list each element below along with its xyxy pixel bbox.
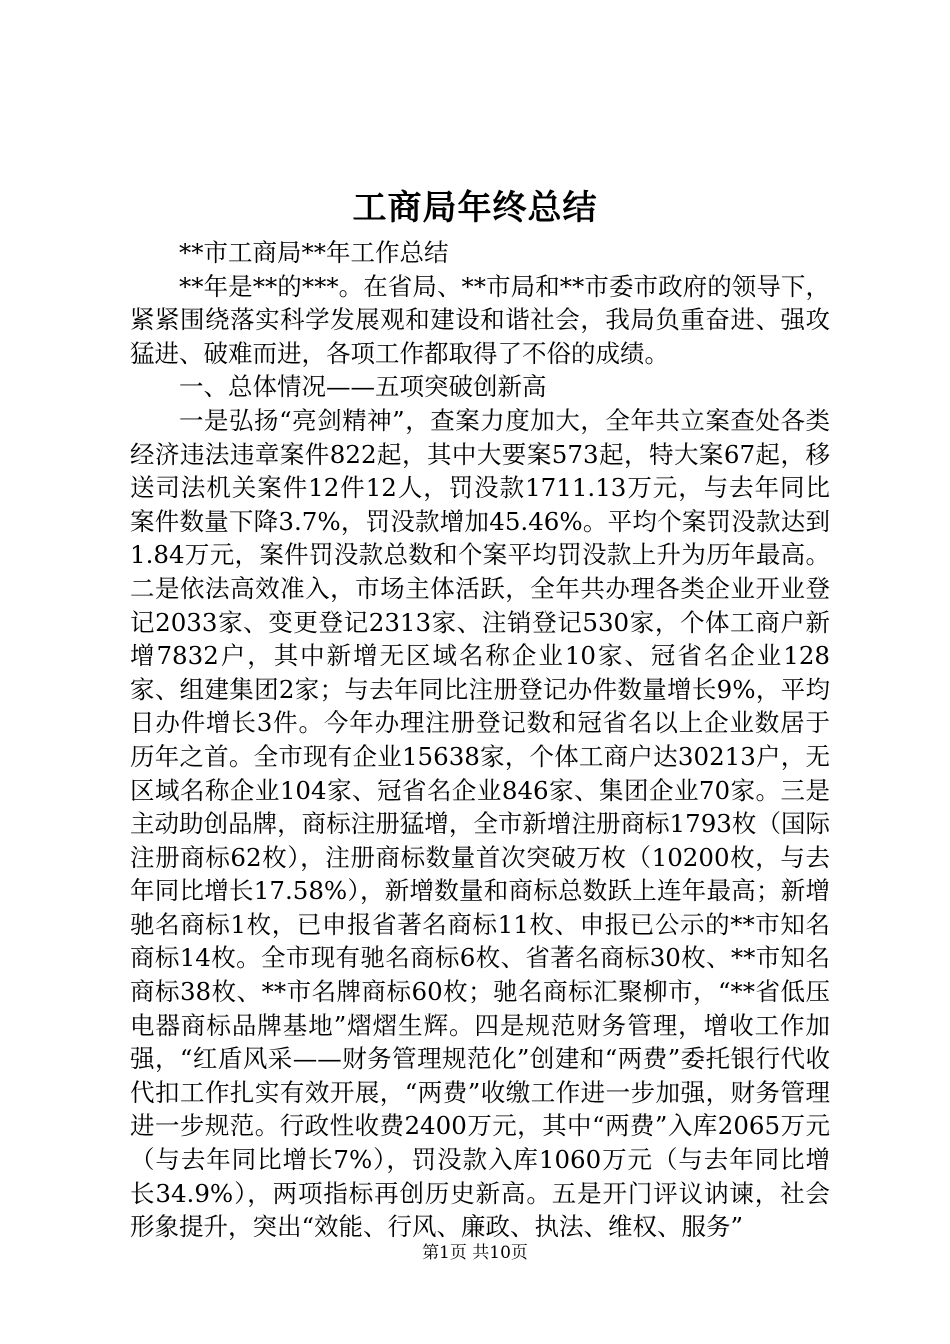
body-paragraph: 一是弘扬“亮剑精神”，查案力度加大，全年共立案查处各类经济违法违章案件822起，其中大要案573起，特大案67起，移送司法机关案件12件12人，罚没款1711.13万元，与去年同比案件数量下降3.7%，罚没款增加45.46%。平均个案罚没款达到1.84万元，案件罚没款总数和个案平均罚没款上升为历年最高。二是依法高效准入，市场主体活跃，全年共办理各类企业开业登记2033家、变更登记2313家、注销登记530家，个体工商户新增7832户，其中新增无区域名称企业10家、冠省名企业128家、组建集团2家；与去年同比注册登记办件数量增长9%，平均日办件增长3件。今年办理注册登记数和冠省名以上企业数居于历年之首。全市现有企业15638家，个体工商户达30213户，无区域名称企业104家、冠省名企业846家、集团企业70家。三是主动助创品牌，商标注册猛增，全市新增注册商标1793枚（国际注册商标62枚），注册商标数量首次突破万枚（10200枚，与去年同比增长17.58%），新增数量和商标总数跃上连年最高；新增驰名商标1枚，已申报省著名商标11枚、申报已公示的**市知名商标14枚。全市现有驰名商标6枚、省著名商标30枚、**市知名商标38枚、**市名牌商标60枚；驰名商标汇聚柳市，“**省低压电器商标品牌基地”熠熠生辉。四是规范财务管理，增收工作加强，“红盾风采——财务管理规范化”创建和“两费”委托银行代收代扣工作扎实有效开展，“两费”收缴工作进一步加强，财务管理进一步规范。行政性收费2400万元，其中“两费”入库2065万元（与去年同比增长7%），罚没款入库1060万元（与去年同比增长34.9%），两项指标再创历史新高。五是开门评议讷谏，社会形象提升，突出“效能、行风、廉政、执法、维权、服务”	[130, 405, 830, 1242]
subtitle-paragraph: **市工商局**年工作总结	[179, 238, 449, 267]
section-heading: 一、总体情况——五项突破创新高	[179, 372, 547, 402]
page-footer: 第1页 共10页	[422, 1243, 528, 1263]
document-title: 工商局年终总结	[352, 188, 598, 228]
document-body	[130, 236, 830, 1244]
intro-paragraph: **年是**的***。在省局、**市局和**市委市政府的领导下，紧紧围绕落实科学发展观和建设和谐社会，我局负重奋进、强攻猛进、破难而进，各项工作都取得了不俗的成绩。	[130, 271, 830, 368]
